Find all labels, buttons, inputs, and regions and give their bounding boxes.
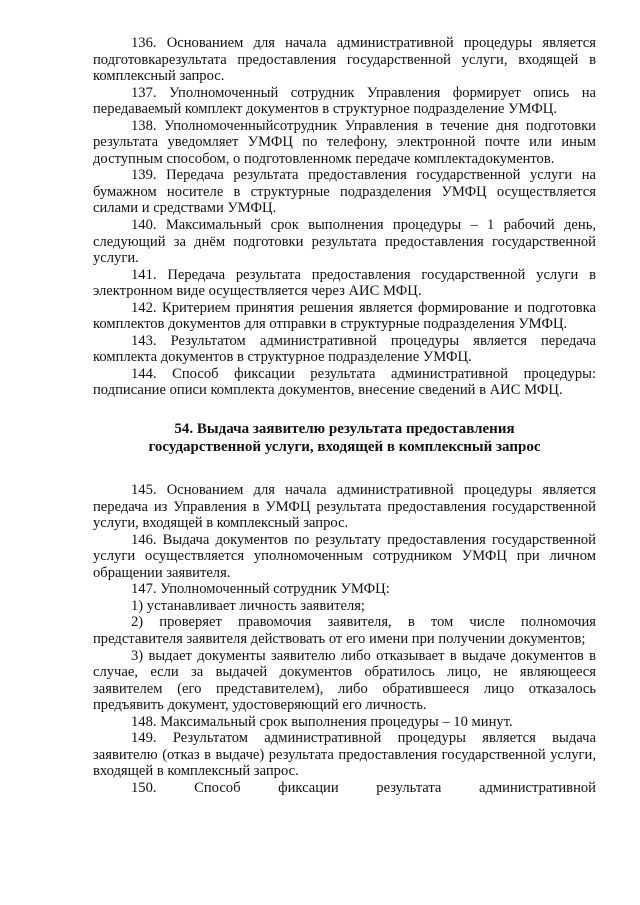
paragraph-136: 136. Основанием для начала административной процедуры является подготовкарезультата предоставления государственной услуги, входящей в комплексный запрос. xyxy=(93,35,596,85)
document-page xyxy=(93,35,596,796)
list-item-3: 3) выдает документы заявителю либо отказывает в выдаче документов в случае, если за выдачей документов обратилось лицо, не являющееся заявителем (его представителем), либо обратившееся лицо отказалось предъявить документ, удостоверяющий его личность. xyxy=(93,647,596,714)
paragraph-146: 146. Выдача документов по результату предоставления государственной услуги осуществляется уполномоченным сотрудником УМФЦ при личном обращении заявителя. xyxy=(93,531,596,581)
list-item-2: 2) проверяет правомочия заявителя, в том числе полномочия представителя заявителя действовать от его имени при получении документов; xyxy=(93,614,596,647)
paragraph-139: 139. Передача результата предоставления государственной услуги на бумажном носителе в структурные подразделения УМФЦ осуществляется силами и средствами УМФЦ. xyxy=(93,167,596,217)
paragraph-147: 147. Уполномоченный сотрудник УМФЦ: xyxy=(131,581,390,598)
paragraph-145: 145. Основанием для начала административной процедуры является передача из Управления в УМФЦ результата предоставления государственной услуги, входящей в комплексный запрос. xyxy=(93,482,596,532)
section-heading-line-1: 54. Выдача заявителю результата предоставления xyxy=(174,421,515,438)
paragraph-137: 137. Уполномоченный сотрудник Управления формирует опись на передаваемый комплект документов в структурное подразделение УМФЦ. xyxy=(93,84,596,118)
paragraph-138: 138. Уполномоченныйсотрудник Управления в течение дня подготовки результата уведомляет УМФЦ по телефону, электронной почте или иным доступным способом, о подготовленномк передаче комплектадокументов. xyxy=(93,117,596,167)
section-heading-line-2: государственной услуги, входящей в комплексный запрос xyxy=(148,438,541,455)
paragraph-140: 140. Максимальный срок выполнения процедуры – 1 рабочий день, следующий за днём подготовки результата предоставления государственной услуги. xyxy=(93,217,596,267)
paragraph-144: 144. Способ фиксации результата административной процедуры: подписание описи комплекта документов, внесение сведений в АИС МФЦ. xyxy=(93,365,596,399)
paragraph-142: 142. Критерием принятия решения является формирование и подготовка комплектов документов для отправки в структурные подразделения УМФЦ. xyxy=(93,299,596,333)
paragraph-143: 143. Результатом административной процедуры является передача комплекта документов в структурное подразделение УМФЦ. xyxy=(93,332,596,366)
list-item-1: 1) устанавливает личность заявителя; xyxy=(131,597,365,614)
paragraph-150: 150. Способ фиксации результата административной xyxy=(131,779,596,796)
paragraph-141: 141. Передача результата предоставления государственной услуги в электронном виде осуществляется через АИС МФЦ. xyxy=(93,266,596,300)
section-heading xyxy=(93,421,596,456)
paragraph-149: 149. Результатом административной процедуры является выдача заявителю (отказ в выдаче) результата предоставления государственной услуги, входящей в комплексный запрос. xyxy=(93,730,596,780)
paragraph-148: 148. Максимальный срок выполнения процедуры – 10 минут. xyxy=(131,713,513,730)
